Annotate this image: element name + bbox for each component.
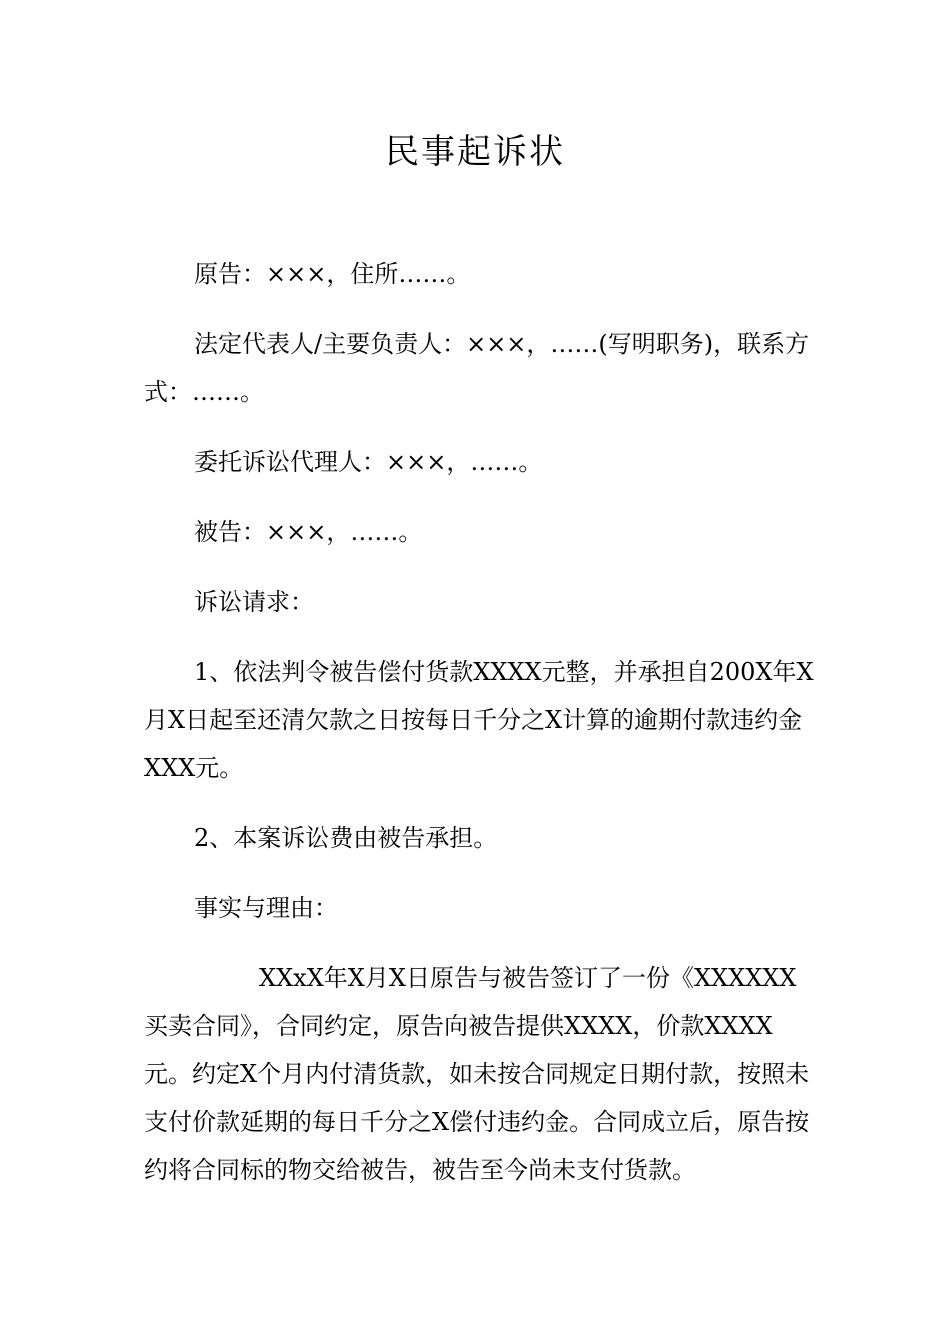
claim-1-paragraph: 1、依法判令被告偿付货款XXXX元整，并承担自200X年X月X日起至还清欠款之日按每日千分之X计算的逾期付款违约金XXX元。 <box>144 658 814 782</box>
facts-heading: 事实与理由： <box>194 894 338 922</box>
claim-2-paragraph: 2、本案诉讼费由被告承担。 <box>194 824 498 852</box>
facts-paragraph: XXxX年X月X日原告与被告签订了一份《XXXXXX买卖合同》，合同约定，原告向被告提供XXXX，价款XXXX元。约定X个月内付清货款，如未按合同规定日期付款，按照未支付价款延期的每日千分之X偿付违约金。合同成立后，原告按约将合同标的物交给被告，被告至今尚未支付货款。 <box>144 964 810 1184</box>
document-body <box>144 250 814 1216</box>
claims-heading: 诉讼请求： <box>194 588 314 616</box>
defendant-paragraph: 被告：×××，……。 <box>194 518 423 546</box>
document-title: 民事起诉状 <box>385 132 565 172</box>
plaintiff-paragraph: 原告：×××，住所……。 <box>194 260 471 288</box>
agent-paragraph: 委托诉讼代理人：×××，……。 <box>194 448 543 476</box>
legal-representative-paragraph: 法定代表人/主要负责人：×××，……(写明职务)，联系方式：……。 <box>144 330 810 406</box>
